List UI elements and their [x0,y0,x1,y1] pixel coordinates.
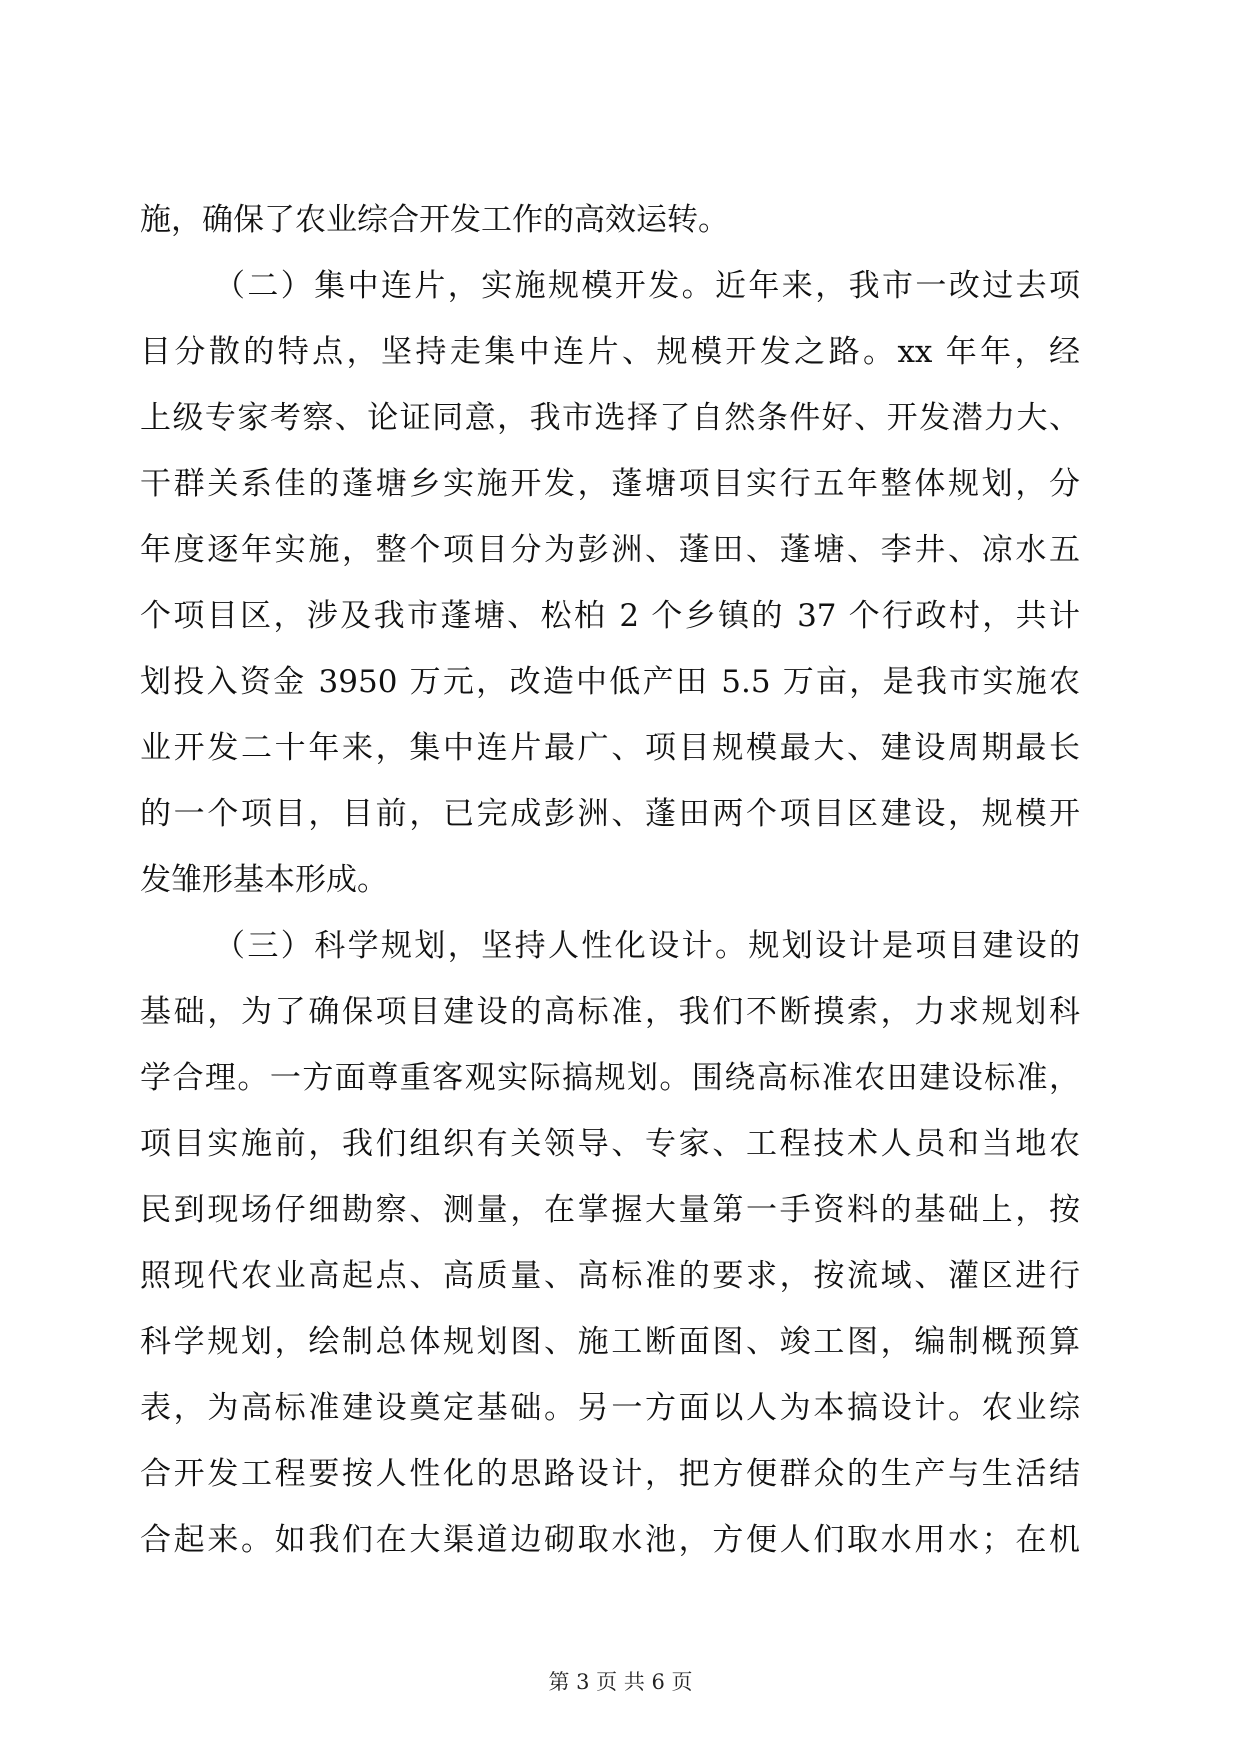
text-line: 项目实施前，我们组织有关领导、专家、工程技术人员和当地农 [140,1126,1080,1162]
text-line: （二）集中连片，实施规模开发。近年来，我市一改过去项 [214,268,1080,304]
text-line: 科学规划，绘制总体规划图、施工断面图、竣工图，编制概预算 [140,1324,1080,1360]
text-line: 的一个项目，目前，已完成彭洲、蓬田两个项目区建设，规模开 [140,796,1080,832]
text-line: 发雏形基本形成。 [140,862,388,898]
text-line: 个项目区，涉及我市蓬塘、松柏 2 个乡镇的 37 个行政村，共计 [140,598,1080,634]
text-line: 合开发工程要按人性化的思路设计，把方便群众的生产与生活结 [140,1456,1080,1492]
text-line: 上级专家考察、论证同意，我市选择了自然条件好、开发潜力大、 [140,400,1080,436]
text-line: 施，确保了农业综合开发工作的高效运转。 [140,202,729,238]
text-line: （三）科学规划，坚持人性化设计。规划设计是项目建设的 [214,928,1080,964]
text-line: 基础，为了确保项目建设的高标准，我们不断摸索，力求规划科 [140,994,1080,1030]
text-line: 业开发二十年来，集中连片最广、项目规模最大、建设周期最长 [140,730,1080,766]
text-line: 照现代农业高起点、高质量、高标准的要求，按流域、灌区进行 [140,1258,1080,1294]
text-line: 目分散的特点，坚持走集中连片、规模开发之路。xx 年年，经 [140,334,1080,370]
text-line: 民到现场仔细勘察、测量，在掌握大量第一手资料的基础上，按 [140,1192,1080,1228]
text-line: 年度逐年实施，整个项目分为彭洲、蓬田、蓬塘、李井、凉水五 [140,532,1080,568]
text-line: 合起来。如我们在大渠道边砌取水池，方便人们取水用水；在机 [140,1522,1080,1558]
text-line: 学合理。一方面尊重客观实际搞规划。围绕高标准农田建设标准， [140,1060,1080,1096]
text-line: 干群关系佳的蓬塘乡实施开发，蓬塘项目实行五年整体规划，分 [140,466,1080,502]
text-line: 表，为高标准建设奠定基础。另一方面以人为本搞设计。农业综 [140,1390,1080,1426]
text-line: 划投入资金 3950 万元，改造中低产田 5.5 万亩，是我市实施农 [140,664,1080,700]
page-number-footer: 第 3 页 共 6 页 [548,1670,693,1694]
